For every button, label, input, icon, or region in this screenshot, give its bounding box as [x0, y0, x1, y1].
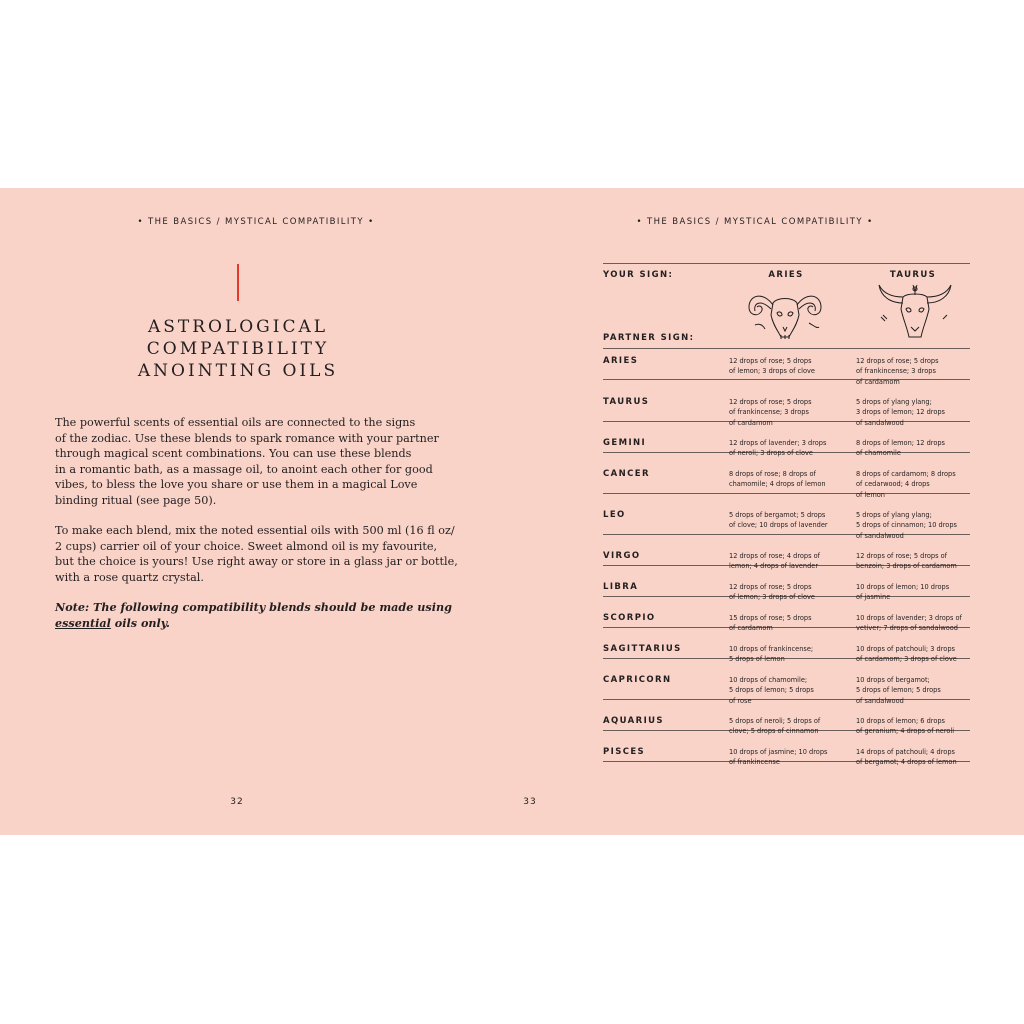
partner-sign-label: PARTNER SIGN: — [603, 333, 695, 343]
blend-line: 8 drops of rose; 8 drops of — [729, 470, 816, 478]
blend-cell-taurus — [856, 551, 974, 572]
blend-cell-taurus — [856, 397, 974, 428]
partner-sign: CAPRICORN — [603, 675, 672, 685]
blend-line: of bergamot; 4 drops of lemon — [856, 758, 957, 767]
text-line: with a rose quartz crystal. — [55, 570, 204, 584]
blend-cell-aries — [729, 356, 847, 377]
right-page — [512, 188, 1024, 835]
blend-cell-taurus — [856, 582, 974, 603]
blend-line: of lemon — [856, 490, 885, 499]
page-number: 33 — [523, 797, 537, 807]
bull-skull-icon — [873, 281, 957, 343]
blend-line: 12 drops of rose; 5 drops — [729, 398, 812, 406]
blend-cell-taurus — [856, 510, 974, 541]
blend-cell-aries — [729, 438, 847, 459]
blend-line: 10 drops of bergamot; — [856, 676, 930, 684]
blend-line: 5 drops of neroli; 5 drops of — [729, 717, 821, 725]
blend-line: of chamomile — [856, 449, 901, 458]
blend-line: 5 drops of ylang ylang; — [856, 398, 932, 406]
partner-sign: AQUARIUS — [603, 716, 664, 726]
text-line: vibes, to bless the love you share or use them in a magical Love — [55, 478, 418, 491]
text-line: through magical scent combinations. You can use these blends — [55, 447, 412, 460]
blend-line: 5 drops of bergamot; 5 drops — [729, 511, 826, 519]
blend-cell-aries — [729, 716, 847, 737]
partner-sign: CANCER — [603, 469, 650, 479]
text-line: 2 cups) carrier oil of your choice. Sweet almond oil is my favourite, — [55, 539, 438, 553]
partner-sign: VIRGO — [603, 551, 641, 561]
blend-line: of frankincense; 3 drops — [729, 408, 809, 417]
blend-line: 5 drops of lemon; 5 drops — [856, 686, 941, 695]
blend-cell-aries — [729, 582, 847, 603]
body-text — [55, 415, 458, 631]
blend-line: of cardamom; 3 drops of clove — [856, 655, 957, 664]
partner-sign: SAGITTARIUS — [603, 644, 682, 654]
partner-sign: LIBRA — [603, 582, 639, 592]
blend-line: 10 drops of lavender; 3 drops of — [856, 614, 962, 622]
blend-cell-aries — [729, 675, 847, 706]
partner-sign: PISCES — [603, 747, 646, 757]
blend-cell-taurus — [856, 356, 974, 387]
blend-line: 5 drops of lemon; 5 drops — [729, 686, 814, 695]
blend-line: 12 drops of rose; 5 drops — [729, 583, 812, 591]
blend-line: chamomile; 4 drops of lemon — [729, 480, 826, 489]
blend-cell-aries — [729, 551, 847, 572]
blend-line: 12 drops of lavender; 3 drops — [729, 439, 827, 447]
blend-line: 10 drops of chamomile; — [729, 676, 808, 684]
partner-sign: SCORPIO — [603, 613, 656, 623]
blend-cell-taurus — [856, 469, 974, 500]
blend-line: 12 drops of rose; 5 drops — [856, 357, 939, 365]
blend-line: 12 drops of rose; 5 drops of — [856, 552, 947, 560]
blend-line: of cardamom — [729, 624, 773, 633]
column-head-aries: ARIES — [768, 270, 804, 280]
blend-line: 10 drops of lemon; 10 drops — [856, 583, 950, 591]
blend-cell-taurus — [856, 613, 974, 634]
blend-line: 3 drops of lemon; 12 drops — [856, 408, 945, 417]
blend-line: 10 drops of patchouli; 3 drops — [856, 645, 955, 653]
ram-skull-icon — [745, 285, 825, 341]
text-line: Note: The following compatibility blends should be made using — [55, 600, 452, 614]
blend-line: of cardamom — [729, 418, 773, 427]
page-title — [95, 316, 381, 382]
running-head: • THE BASICS / MYSTICAL COMPATIBILITY • — [636, 217, 874, 227]
blend-line: 8 drops of lemon; 12 drops — [856, 439, 945, 447]
blend-line: of sandalwood — [856, 531, 904, 540]
blend-cell-aries — [729, 747, 847, 768]
blend-line: of frankincense — [729, 758, 780, 767]
blend-line: 5 drops of cinnamon; 10 drops — [856, 521, 957, 530]
table-row-rule — [603, 348, 970, 349]
blend-line: of lemon; 3 drops of clove — [729, 367, 815, 376]
book-spread — [0, 188, 1024, 835]
blend-line: of jasmine — [856, 593, 891, 602]
table-top-rule — [603, 263, 970, 264]
blend-cell-taurus — [856, 438, 974, 459]
text-line: but the choice is yours! Use right away or store in a glass jar or bottle, — [55, 555, 458, 568]
title-line: COMPATIBILITY — [146, 339, 330, 359]
blend-cell-taurus — [856, 716, 974, 737]
blend-cell-aries — [729, 644, 847, 665]
blend-line: 8 drops of cardamom; 8 drops — [856, 470, 956, 478]
blend-line: of lemon; 3 drops of clove — [729, 593, 815, 602]
your-sign-label: YOUR SIGN: — [603, 270, 674, 280]
title-line: ASTROLOGICAL — [147, 317, 329, 337]
text-line: in a romantic bath, as a massage oil, to anoint each other for good — [55, 462, 433, 476]
title-line: ANOINTING OILS — [137, 361, 339, 381]
blend-line: 14 drops of patchouli; 4 drops — [856, 748, 955, 756]
blend-cell-aries — [729, 469, 847, 490]
blend-cell-aries — [729, 510, 847, 531]
blend-line: 12 drops of rose; 4 drops of — [729, 552, 820, 560]
blend-line: of sandalwood — [856, 418, 904, 427]
blend-line: 15 drops of rose; 5 drops — [729, 614, 812, 622]
partner-sign: LEO — [603, 510, 626, 520]
blend-line: of sandalwood — [856, 696, 904, 705]
blend-cell-taurus — [856, 747, 974, 768]
blend-line: of cardamom — [856, 377, 900, 386]
partner-sign: TAURUS — [603, 397, 650, 407]
blend-line: lemon; 4 drops of lavender — [729, 562, 819, 571]
running-head: • THE BASICS / MYSTICAL COMPATIBILITY • — [137, 217, 375, 227]
blend-line: of geranium; 4 drops of neroli — [856, 727, 955, 736]
blend-line: of rose — [729, 696, 752, 705]
left-page — [0, 188, 512, 835]
text-line: To make each blend, mix the noted essential oils with 500 ml (16 fl oz/ — [55, 524, 455, 537]
blend-line: clove; 5 drops of cinnamon — [729, 727, 819, 736]
note-tail: oils only. — [110, 615, 170, 630]
blend-line: of cedarwood; 4 drops — [856, 480, 930, 489]
blend-cell-aries — [729, 613, 847, 634]
column-head-taurus: TAURUS — [889, 270, 937, 280]
blend-line: vetiver; 7 drops of sandalwood — [856, 624, 958, 633]
partner-sign: GEMINI — [603, 438, 647, 448]
intro-paragraph — [55, 415, 439, 508]
partner-sign: ARIES — [603, 356, 639, 366]
blend-cell-aries — [729, 397, 847, 428]
page-number: 32 — [230, 797, 244, 807]
underlined-word: essential — [55, 615, 111, 630]
note-paragraph — [55, 600, 452, 631]
blend-line: 12 drops of rose; 5 drops — [729, 357, 812, 365]
blend-line: 5 drops of ylang ylang; — [856, 511, 932, 519]
blend-line: 10 drops of jasmine; 10 drops — [729, 748, 828, 756]
text-line: The powerful scents of essential oils are connected to the signs — [55, 416, 416, 429]
accent-rule — [237, 264, 239, 301]
instructions-paragraph — [55, 523, 458, 585]
blend-cell-taurus — [856, 644, 974, 665]
blend-line: 10 drops of lemon; 6 drops — [856, 717, 945, 725]
blend-line: 5 drops of lemon — [729, 655, 785, 664]
text-line: binding ritual (see page 50). — [55, 493, 217, 507]
text-line — [55, 616, 430, 632]
blend-line: of neroli; 3 drops of clove — [729, 449, 813, 458]
blend-line: benzoin; 3 drops of cardamom — [856, 562, 957, 571]
blend-line: of frankincense; 3 drops — [856, 367, 936, 376]
text-line: of the zodiac. Use these blends to spark romance with your partner — [55, 431, 439, 445]
blend-line: 10 drops of frankincense; — [729, 645, 814, 653]
blend-line: of clove; 10 drops of lavender — [729, 521, 828, 530]
blend-cell-taurus — [856, 675, 974, 706]
